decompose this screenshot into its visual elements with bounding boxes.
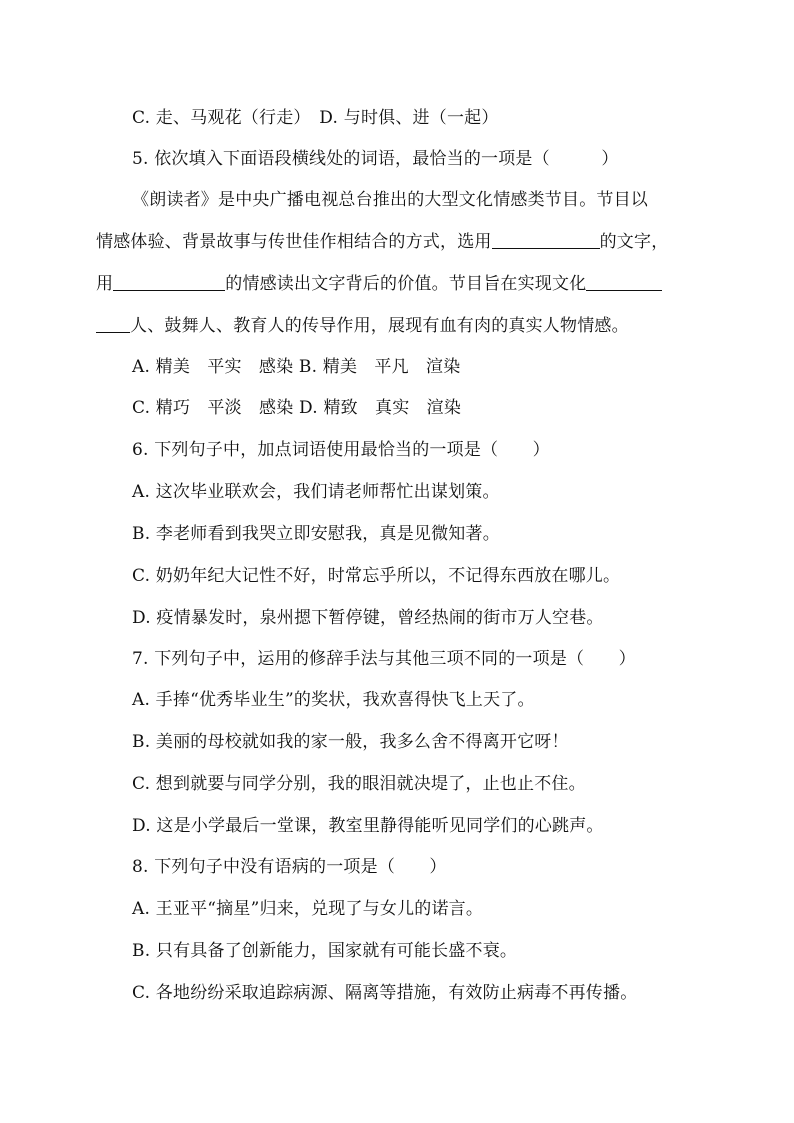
q8-option-c: C. 各地纷纷采取追踪病源、隔离等措施，有效防止病毒不再传播。 bbox=[132, 983, 638, 1003]
passage-line-4 bbox=[96, 315, 706, 337]
q6-option-a: A. 这次毕业联欢会，我们请老师帮忙出谋划策。 bbox=[132, 482, 500, 502]
answer-blank-3 bbox=[586, 274, 662, 291]
q6-option-d: D. 疫情暴发时，泉州摁下暂停键，曾经热闹的街市万人空巷。 bbox=[132, 608, 604, 628]
q7-option-b: B. 美丽的母校就如我的家一般，我多么舍不得离开它呀！ bbox=[132, 732, 569, 752]
question-5-stem: 5. 依次填入下面语段横线处的词语，最恰当的一项是（ ） bbox=[132, 149, 619, 169]
passage-text: 的情感读出文字背后的价值。节目旨在实现文化 bbox=[225, 274, 587, 294]
passage-text: 情感体验、背景故事与传世佳作相结合的方式，选用 bbox=[96, 232, 492, 252]
q6-option-c: C. 奶奶年纪大记性不好，时常忘乎所以，不记得东西放在哪儿。 bbox=[132, 566, 621, 586]
question-8-stem: 8. 下列句子中没有语病的一项是（ ） bbox=[132, 857, 447, 877]
answer-blank-3-cont bbox=[96, 316, 130, 333]
answer-blank-1 bbox=[492, 232, 600, 249]
passage-line-3 bbox=[96, 273, 706, 295]
q7-option-c: C. 想到就要与同学分别，我的眼泪就决堤了，止也止不住。 bbox=[132, 774, 586, 794]
answer-blank-2 bbox=[113, 274, 225, 291]
q8-option-a: A. 王亚平“摘星”归来，兑现了与女儿的诺言。 bbox=[132, 899, 484, 919]
q5-options-cd: C. 精巧 平淡 感染 D. 精致 真实 渲染 bbox=[132, 398, 462, 418]
passage-text: 用 bbox=[96, 274, 114, 294]
q8-option-b: B. 只有具备了创新能力，国家就有可能长盛不衰。 bbox=[132, 941, 518, 961]
q5-options-ab: A. 精美 平实 感染 B. 精美 平凡 渲染 bbox=[132, 357, 461, 377]
q6-option-b: B. 李老师看到我哭立即安慰我，真是见微知著。 bbox=[132, 524, 500, 544]
option-line-4cd: C. 走、马观花（行走） D. 与时俱、进（一起） bbox=[132, 108, 499, 128]
q7-option-d: D. 这是小学最后一堂课，教室里静得能听见同学们的心跳声。 bbox=[132, 816, 604, 836]
passage-text: 人、鼓舞人、教育人的传导作用，展现有血有肉的真实人物情感。 bbox=[130, 316, 629, 336]
passage-line-1: 《朗读者》是中央广播电视总台推出的大型文化情感类节目。节目以 bbox=[132, 190, 648, 210]
passage-text: 的文字， bbox=[599, 232, 669, 252]
question-6-stem: 6. 下列句子中，加点词语使用最恰当的一项是（ ） bbox=[132, 440, 550, 460]
question-7-stem: 7. 下列句子中，运用的修辞手法与其他三项不同的一项是（ ） bbox=[132, 649, 636, 669]
q7-option-a: A. 手捧“优秀毕业生”的奖状，我欢喜得快飞上天了。 bbox=[132, 690, 535, 710]
passage-line-2 bbox=[96, 231, 706, 253]
